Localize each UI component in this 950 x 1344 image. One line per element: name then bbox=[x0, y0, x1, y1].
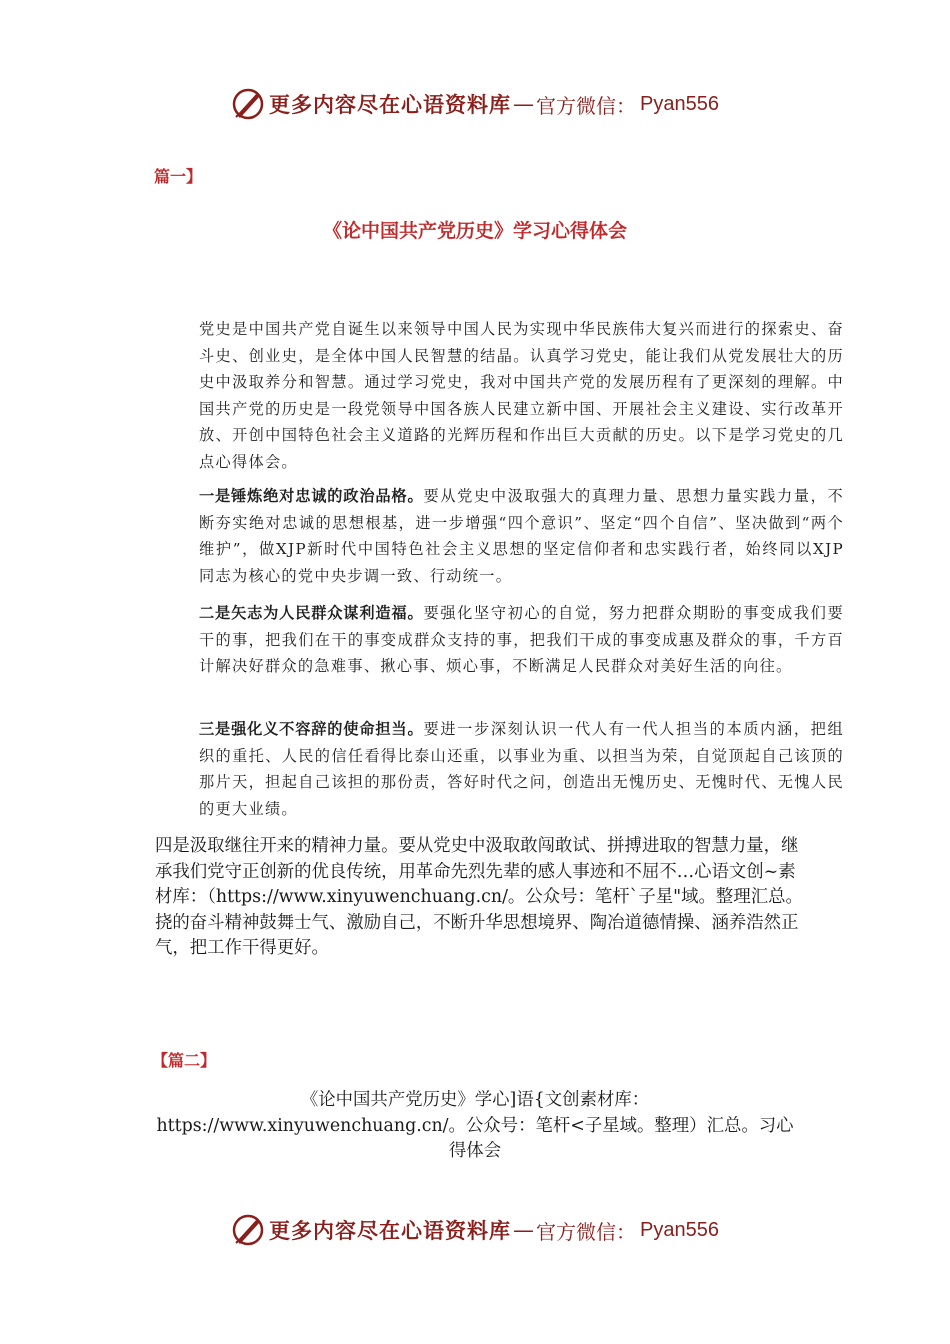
point-3-body: 要进一步深刻认识一代人有一代人担当的本质内涵，把组织的重托、人民的信任看得比泰山还重，以事业为重、以担当为荣，自觉顶起自己该顶的那片天，担起自己该担的那份责，答好时代之问，创造出无愧历史、无愧时代、无愧人民的更大业绩。 bbox=[199, 720, 845, 818]
point-2-heading: 二是矢志为人民群众谋利造福。 bbox=[199, 604, 424, 622]
footer-banner-wechat-id: Pyan556 bbox=[640, 1218, 719, 1241]
intro-paragraph: 党史是中国共产党自诞生以来领导中国人民为实现中华民族伟大复兴而进行的探索史、奋斗史、创业史，是全体中国人民智慧的结晶。认真学习党史，能让我们从党发展壮大的历史中汲取养分和智慧。通过学习党史，我对中国共产党的发展历程有了更深刻的理解。中国共产党的历史是一段党领导中国各族人民建立新中国、开展社会主义建设、实行改革开放、开创中国特色社会主义道路的光辉历程和作出巨大贡献的历史。以下是学习党史的几点心得体会。 bbox=[199, 320, 844, 471]
section-2-title: 《论中国共产党历史》学心]语{文创素材库：https://www.xinyuwenchuang.cn/。公众号：笔杆<子星域。整理）汇总。习心得体会 bbox=[156, 1090, 794, 1161]
banner-wechat-id: Pyan556 bbox=[640, 92, 719, 115]
banner-separator: — bbox=[513, 92, 535, 116]
pen-logo-icon bbox=[231, 87, 265, 121]
point-1-heading: 一是锤炼绝对忠诚的政治品格。 bbox=[199, 487, 424, 505]
point-4-paragraph: 四是汲取继往开来的精神力量。要从党史中汲取敢闯敢试、拼搏进取的智慧力量，继承我们党守正创新的优良传统，用革命先烈先辈的感人事迹和不屈不…心语文创~素材库：（https://www.xinyuwenchuang.cn/。公众号：笔杆`子星"域。整理汇总。挠的奋斗精神鼓舞士气、激励自己，不断升华思想境界、陶冶道德情操、涵养浩然正气，把工作干得更好。 bbox=[155, 836, 803, 958]
point-3-paragraph bbox=[155, 716, 844, 822]
footer-banner-wechat-label: 官方微信： bbox=[536, 1219, 637, 1244]
point-2-body: 要强化坚守初心的自觉，努力把群众期盼的事变成我们要干的事，把我们在干的事变成群众支持的事，把我们干成的事变成惠及群众的事，千方百计解决好群众的急难事、揪心事、烦心事，不断满足人民群众对美好生活的向往。 bbox=[199, 604, 845, 675]
footer-banner bbox=[0, 1208, 950, 1252]
pen-logo-icon bbox=[231, 1213, 265, 1247]
point-2-paragraph bbox=[155, 600, 844, 680]
point-3-heading: 三是强化义不容辞的使命担当。 bbox=[199, 720, 424, 738]
point-1-paragraph bbox=[155, 483, 844, 589]
header-banner bbox=[0, 82, 950, 126]
section-2-label: 【篇二】 bbox=[152, 1051, 217, 1070]
footer-banner-title: 更多内容尽在心语资料库 bbox=[269, 1218, 512, 1243]
document-title: 《论中国共产党历史》学习心得体会 bbox=[322, 220, 627, 242]
banner-title: 更多内容尽在心语资料库 bbox=[269, 92, 512, 117]
banner-wechat-label: 官方微信： bbox=[536, 93, 637, 118]
section-1-label: 篇一】 bbox=[154, 167, 203, 186]
footer-banner-separator: — bbox=[513, 1218, 535, 1242]
point-1-body: 要从党史中汲取强大的真理力量、思想力量实践力量，不断夯实绝对忠诚的思想根基，进一步增强“四个意识”、坚定“四个自信”、坚决做到“两个维护”，做XJP新时代中国特色社会主义思想的坚定信仰者和忠实践行者，始终同以XJP同志为核心的党中央步调一致、行动统一。 bbox=[199, 487, 845, 585]
